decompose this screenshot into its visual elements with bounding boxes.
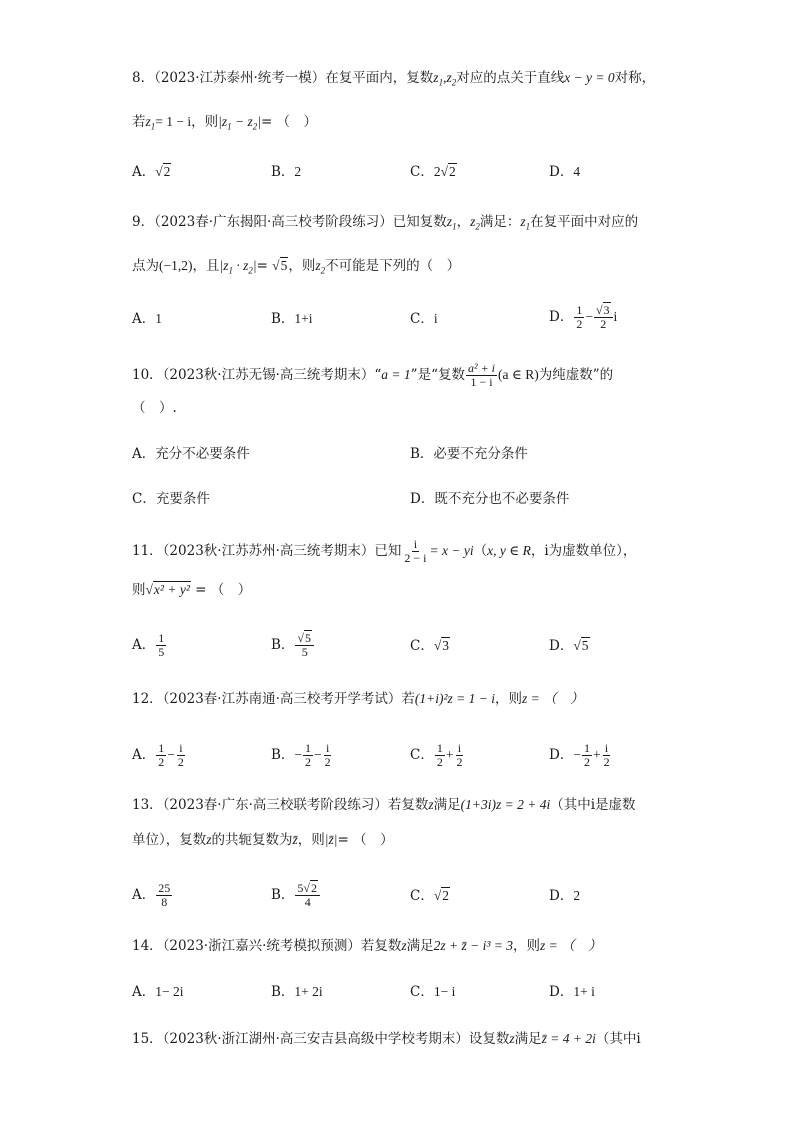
q10-number: 10． — [132, 367, 163, 383]
q10-option-a[interactable]: A．充分不必要条件 — [132, 446, 250, 462]
q12-number: 12． — [132, 691, 163, 707]
q13-number: 13． — [132, 797, 163, 813]
q13-stem-line1: 13．（2023春·广东·高三校联考阶段练习）若复数z满足(1+3i)z = 2 + 4i（其中i是虚数 — [132, 797, 636, 813]
q8-option-b[interactable]: B．2 — [271, 164, 302, 180]
q11-stem-line1: 11．（2023秋·江苏苏州·高三统考期末）已知 $\frac{i}{2 - i}$ = x − yi（x, y ∈ R，i为虚数单位）， — [132, 537, 637, 565]
q14-number: 14． — [132, 938, 163, 954]
q13-option-a[interactable]: A． $\frac{25}{8}$ — [132, 881, 171, 909]
q14-stem-line1: 14．（2023·浙江嘉兴·统考模拟预测）若复数z满足2z + z̄ − i³ = 3，则z = （ ） — [132, 938, 602, 954]
q9-point: (−1,2) — [159, 258, 193, 273]
q8-option-d[interactable]: D．4 — [549, 164, 581, 180]
q11-option-b[interactable]: B． $\frac{√5}{5}$ — [271, 632, 315, 659]
q9-number: 9． — [132, 214, 155, 230]
q11-option-d[interactable]: D．√5 — [549, 638, 589, 654]
q14-option-d[interactable]: D．1+ i — [549, 984, 595, 1000]
q8-source: （2023·江苏泰州·统考一模） — [154, 70, 326, 86]
q13-option-d[interactable]: D．2 — [549, 888, 581, 904]
q9-stem-line1: 9．（2023春·广东揭阳·高三校考阶段练习）已知复数$z_1$，$z_2$满足：$z_1$在复平面中对应的 — [132, 214, 639, 232]
q14-source: （2023·浙江嘉兴·统考模拟预测） — [162, 938, 361, 954]
q13-option-b[interactable]: B． $\frac{5√2}{4}$ — [271, 882, 321, 909]
q10-stem-line1: 10．（2023秋·江苏无锡·高三统考期末）“a = 1”是“复数 $\frac{\text{a² + i}}{1 - i}$ (a ∈ R)为纯虚数”的 — [132, 361, 614, 389]
q12-option-a[interactable]: A． $\frac{1}{2}$ − $\frac{i}{2}$ — [132, 741, 184, 769]
q15-source: （2023秋·浙江湖州·高三安吉县高级中学校考期末） — [162, 1031, 469, 1047]
q14-option-b[interactable]: B．1+ 2i — [271, 984, 323, 1000]
q11-stem-line2: 则√x² + y² = （ ） — [132, 582, 252, 598]
q9-source: （2023春·广东揭阳·高三校考阶段练习） — [154, 214, 393, 230]
q8-modulus: $|z_1 - z_2|$ — [218, 114, 261, 132]
q8-z1z2: $z_1,z_2$ — [433, 70, 457, 88]
q12-option-c[interactable]: C． $\frac{1}{2}$ + $\frac{i}{2}$ — [410, 741, 463, 769]
q9-stem-line2: 点为(−1,2)，且$|z_1 \cdot z_2|= √5$，则$z_2$不可能是下列的（ ） — [132, 258, 461, 276]
q12-stem-line1: 12．（2023春·江苏南通·高三校考开学考试）若(1+i)²z = 1 − i，则z = （ ） — [132, 691, 584, 707]
q13-stem-line2: 单位），复数z的共轭复数为z̄，则|z̄|= （ ） — [132, 832, 394, 848]
q15-stem-line1: 15．（2023秋·浙江湖州·高三安吉县高级中学校考期末）设复数z满足z̄ = 4 + 2i（其中i — [132, 1031, 641, 1047]
q9-option-b[interactable]: B．1+i — [271, 311, 313, 327]
q8-number: 8． — [132, 70, 155, 86]
q12-option-d[interactable]: D．− $\frac{1}{2}$ + $\frac{i}{2}$ — [549, 741, 610, 769]
q8-option-c[interactable]: C．2√2 — [410, 164, 456, 180]
q10-stem-line2: （ ）. — [132, 400, 177, 416]
q10-option-c[interactable]: C．充要条件 — [132, 491, 210, 507]
q14-option-c[interactable]: C．1− i — [410, 984, 456, 1000]
q12-source: （2023春·江苏南通·高三校考开学考试） — [162, 691, 402, 707]
q13-source: （2023春·广东·高三校联考阶段练习） — [162, 797, 388, 813]
q11-source: （2023秋·江苏苏州·高三统考期末） — [162, 543, 375, 559]
q8-stem-line2: 若$z_1= 1 - i$，则$|z_1 - z_2|=$ （ ） — [132, 114, 318, 132]
q14-option-a[interactable]: A．1− 2i — [132, 984, 184, 1000]
q9-option-d[interactable]: D． $\frac{1}{2}$ − $\frac{√3}{2}$ i — [549, 303, 618, 331]
q10-option-b[interactable]: B．必要不充分条件 — [410, 446, 528, 462]
q13-option-c[interactable]: C．√2 — [410, 888, 450, 904]
q8-stem-line1: 8．（2023·江苏泰州·统考一模）在复平面内，复数$z_1,z_2$对应的点关于直线x − y = 0对称， — [132, 70, 656, 88]
q8-line-equation: x − y = 0 — [564, 70, 615, 85]
q15-number: 15． — [132, 1031, 163, 1047]
q8-option-a[interactable]: A．√2 — [132, 164, 171, 180]
q12-option-b[interactable]: B．− $\frac{1}{2}$ − $\frac{i}{2}$ — [271, 741, 331, 769]
q11-number: 11． — [132, 543, 163, 559]
q11-option-c[interactable]: C．√3 — [410, 638, 450, 654]
q9-option-a[interactable]: A．1 — [132, 311, 162, 327]
q9-option-c[interactable]: C．i — [410, 311, 438, 327]
q10-source: （2023秋·江苏无锡·高三统考期末） — [162, 367, 375, 383]
q10-option-d[interactable]: D．既不充分也不必要条件 — [410, 491, 570, 507]
q11-option-a[interactable]: A． $\frac{1}{5}$ — [132, 631, 165, 659]
